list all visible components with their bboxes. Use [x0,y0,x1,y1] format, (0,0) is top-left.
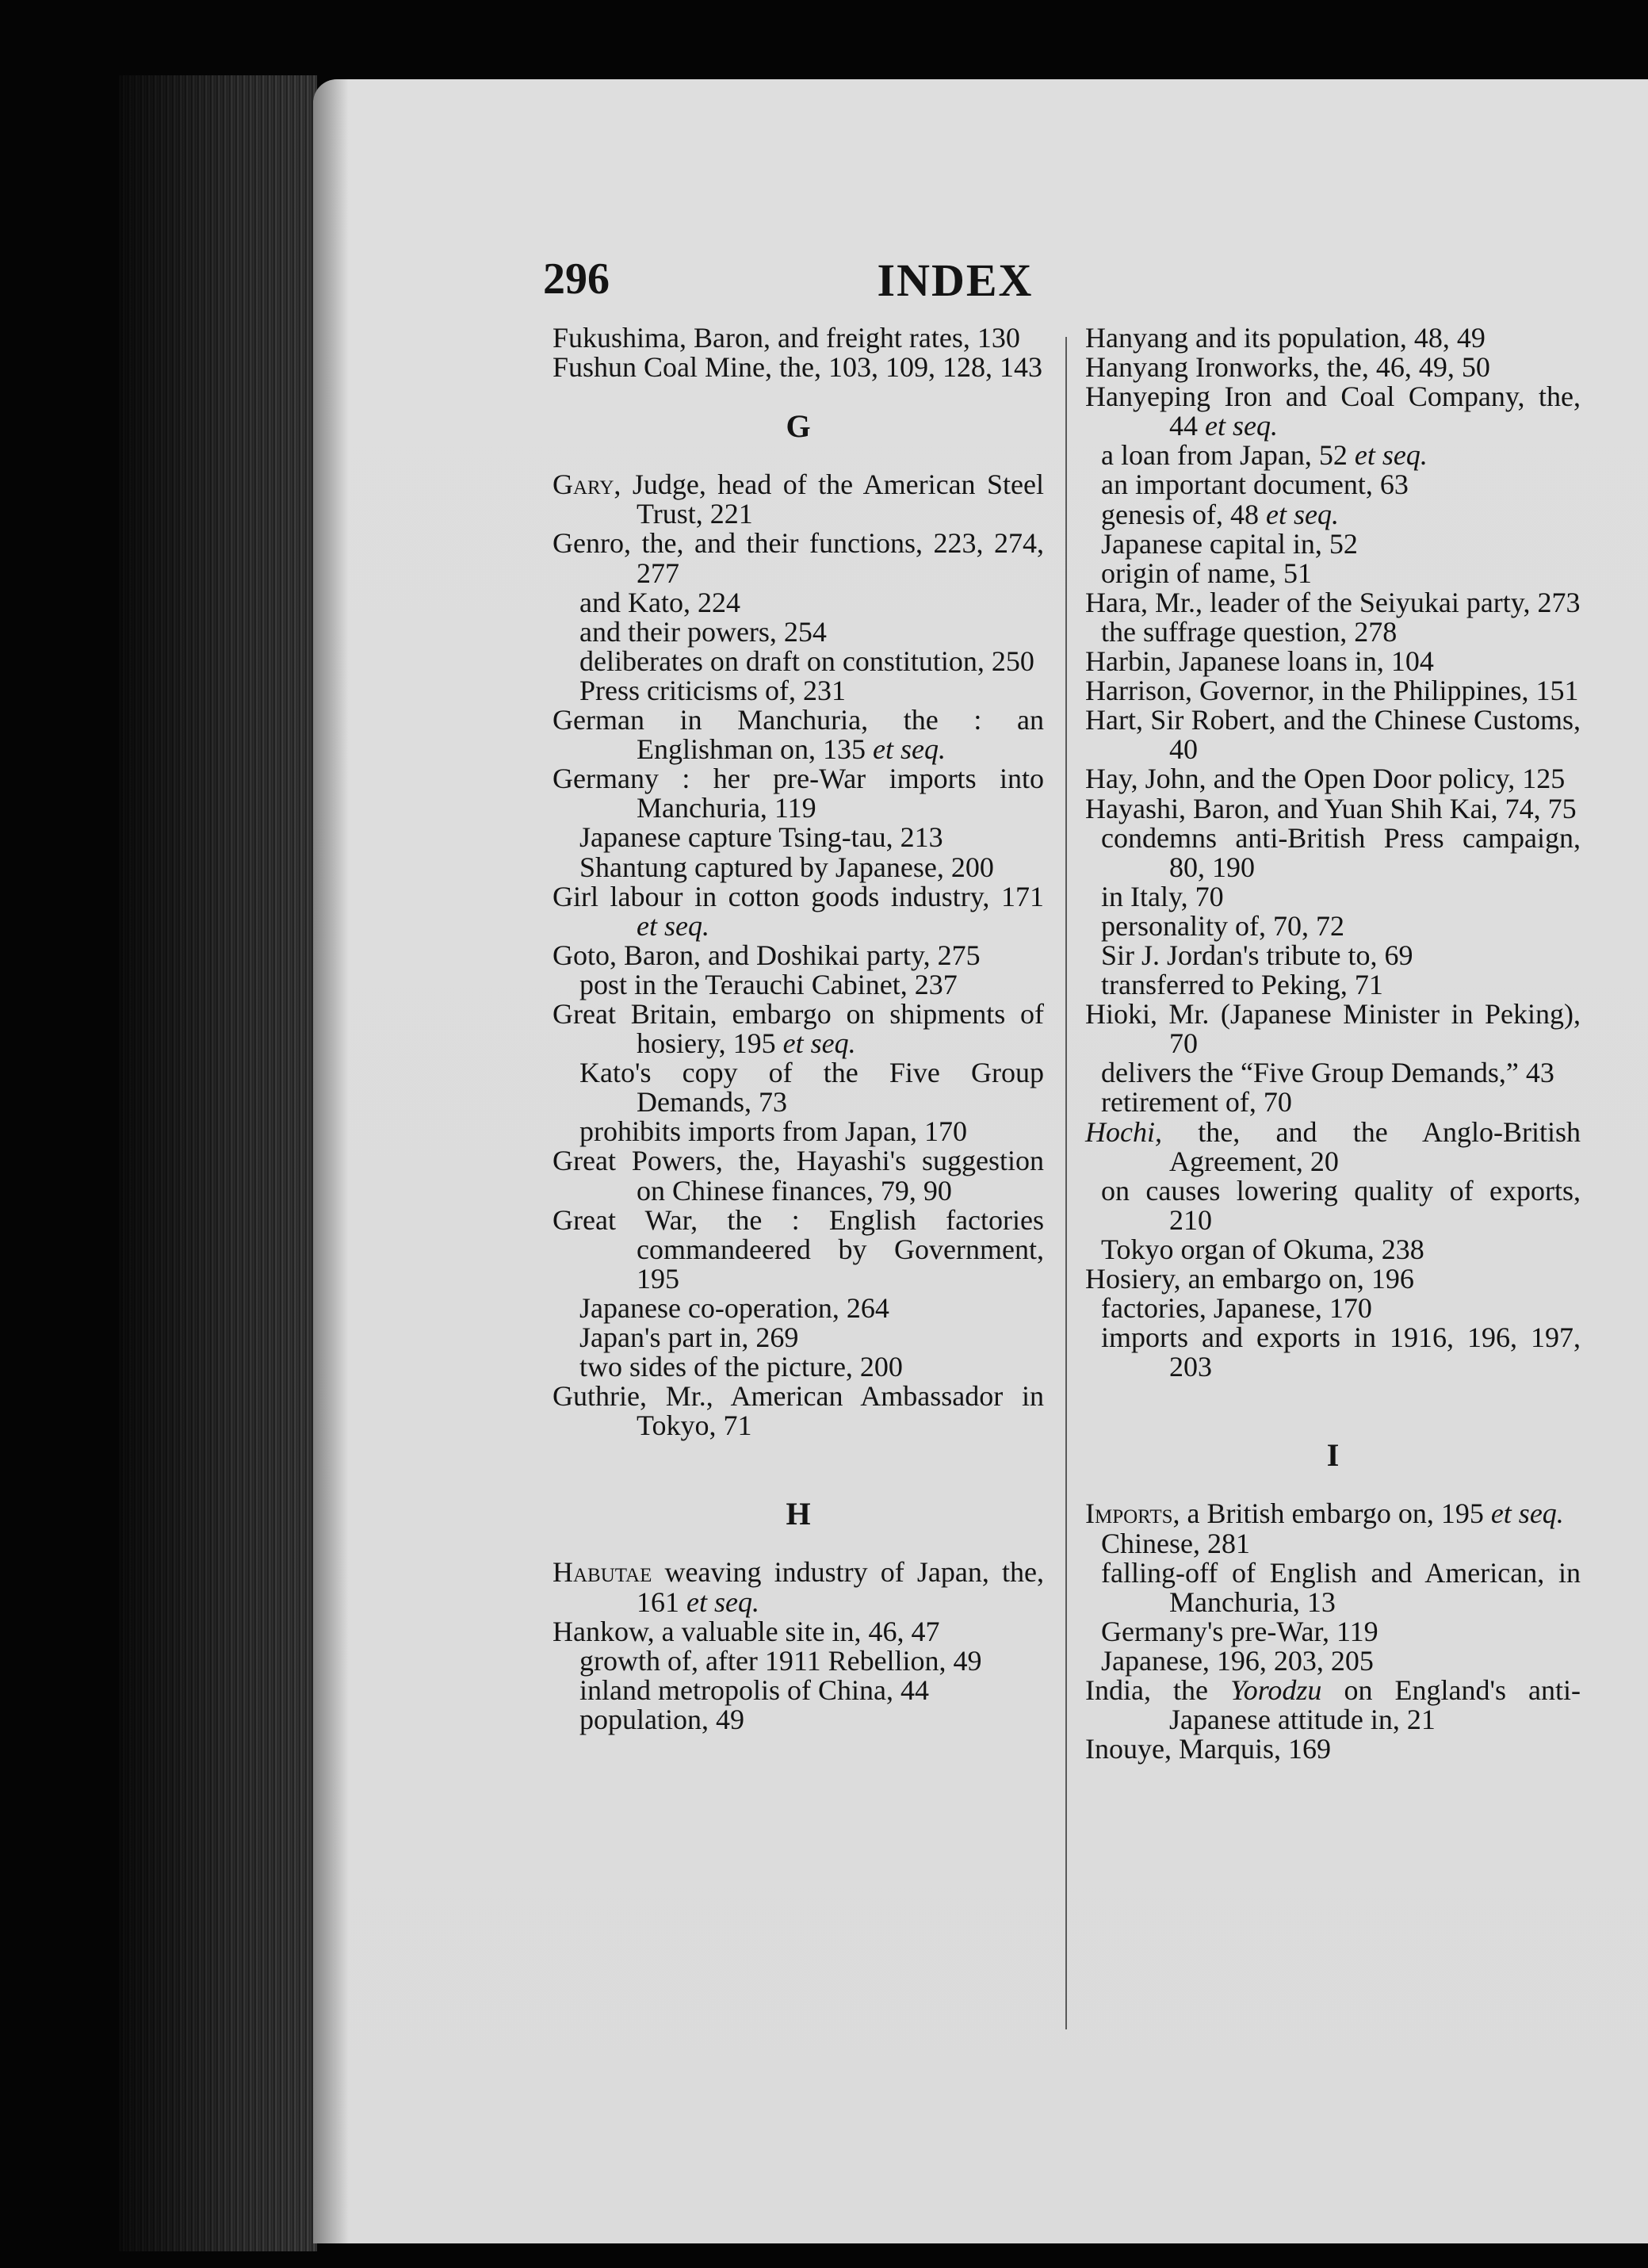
index-entry: Hankow, a valuable site in, 46, 47 [553,1615,940,1647]
entry-text: Hanyeping Iron and Coal Company, the, 44 [1085,381,1581,442]
entry-headword: Habutae [553,1556,652,1589]
entry-text: a British embargo on, 195 [1180,1497,1491,1530]
index-column-right [1085,323,1581,1764]
index-entry [1085,1676,1581,1734]
section-letter-h: H [786,1496,811,1532]
index-entry: Fushun Coal Mine, the, 103, 109, 128, 143 [553,351,1042,384]
index-column-left [553,323,1044,1734]
index-entry [1085,1115,1581,1177]
index-entry: Hanyang and its population, 48, 49 [1085,322,1485,354]
entry-text: German in Manchuria, the : an Englishman on, 135 [553,704,1044,766]
index-subentry: transferred to Peking, 71 [1101,969,1383,1001]
index-subentry: growth of, after 1911 Rebellion, 49 [579,1644,982,1677]
entry-headword: Imports, [1085,1497,1180,1530]
index-entry: Inouye, Marquis, 169 [1085,1733,1331,1765]
entry-text: a loan from Japan, 52 [1101,439,1355,472]
index-subentry: Kato's copy of the Five Group Demands, 73 [579,1057,1044,1119]
index-subentry: delivers the “Five Group Demands,” 43 [1101,1057,1554,1089]
index-subentry: Japanese capital in, 52 [1101,527,1358,560]
index-entry [553,1558,1044,1616]
entry-italic: et seq. [637,909,709,942]
index-entry: Harrison, Governor, in the Philippines, 151 [1085,675,1579,707]
index-entry [553,997,1044,1060]
index-subentry: in Italy, 70 [1101,880,1224,912]
entry-italic: et seq. [872,733,946,766]
index-entry [1085,382,1581,441]
index-entry: Genro, the, and their functions, 223, 274, 277 [553,527,1044,589]
entry-text: Judge, head of the American Steel Trust, 221 [621,469,1044,530]
section-letter-i: I [1326,1437,1340,1474]
entry-italic: et seq. [686,1585,759,1618]
entry-headword: Gary, [553,469,621,501]
index-subentry: Tokyo organ of Okuma, 238 [1101,1233,1424,1265]
index-entry: Fukushima, Baron, and freight rates, 130 [553,322,1020,354]
book-edge-shadow [119,75,317,2251]
index-entry: Hosiery, an embargo on, 196 [1085,1263,1414,1295]
index-subentry: deliberates on draft on constitution, 250 [579,644,1034,677]
entry-italic: et seq. [782,1027,856,1060]
index-subentry: two sides of the picture, 200 [579,1351,903,1383]
index-entry: Germany : her pre-War imports into Manchuria, 119 [553,763,1044,824]
entry-text: Girl labour in cotton goods industry, 171 [553,880,1044,912]
entry-headword: Hochi, [1085,1115,1162,1148]
index-subentry [1085,500,1581,530]
index-subentry: Shantung captured by Japanese, 200 [579,851,994,883]
index-subentry: imports and exports in 1916, 196, 197, 203 [1101,1321,1581,1383]
index-subentry: inland metropolis of China, 44 [579,1673,929,1706]
index-subentry: personality of, 70, 72 [1101,909,1344,942]
page-number: 296 [543,254,610,304]
index-subentry [1085,441,1581,470]
index-subentry: Japan's part in, 269 [579,1321,799,1353]
index-subentry: and their powers, 254 [579,615,827,648]
index-subentry: Chinese, 281 [1101,1527,1250,1559]
index-entry: Hart, Sir Robert, and the Chinese Customs, 40 [1085,704,1581,766]
index-subentry: the suffrage question, 278 [1101,615,1398,648]
entry-text: weaving industry of Japan, the, 161 [637,1556,1044,1618]
page-gutter-shadow [313,79,349,2243]
index-entry: Harbin, Japanese loans in, 104 [1085,645,1434,678]
index-entry: Hara, Mr., leader of the Seiyukai party, 273 [1085,586,1581,618]
index-entry: Great Powers, the, Hayashi's suggestion on Chinese finances, 79, 90 [553,1145,1044,1207]
index-subentry: post in the Terauchi Cabinet, 237 [579,968,958,1000]
index-subentry: Japanese, 196, 203, 205 [1101,1644,1374,1677]
entry-text: Great Britain, embargo on shipments of hosiery, 195 [553,997,1044,1060]
index-subentry: an important document, 63 [1101,469,1409,501]
index-entry: Guthrie, Mr., American Ambassador in Tokyo, 71 [553,1380,1044,1442]
section-letter-g: G [786,408,811,445]
index-entry: Great War, the : English factories commandeered by Government, 195 [553,1203,1044,1295]
index-subentry: origin of name, 51 [1101,556,1312,589]
index-entry [553,882,1044,941]
index-subentry: falling-off of English and American, in Manchuria, 13 [1101,1556,1581,1618]
index-subentry: Press criticisms of, 231 [579,674,846,706]
index-subentry: on causes lowering quality of exports, 210 [1101,1174,1581,1236]
index-entry: Hanyang Ironworks, the, 46, 49, 50 [1085,351,1490,384]
entry-text: India, the [1085,1674,1231,1707]
index-entry [553,470,1044,529]
index-subentry: condemns anti-British Press campaign, 80, 190 [1101,821,1581,883]
index-subentry: Japanese capture Tsing-tau, 213 [579,821,943,854]
index-entry [1085,1499,1581,1528]
entry-text: genesis of, 48 [1101,498,1266,530]
page-title: INDEX [877,254,1034,306]
index-entry: Goto, Baron, and Doshikai party, 275 [553,939,981,971]
entry-italic: et seq. [1205,410,1278,442]
entry-italic: et seq. [1265,498,1339,530]
index-entry: Hioki, Mr. (Japanese Minister in Peking), 70 [1085,998,1581,1060]
index-subentry: population, 49 [579,1703,744,1735]
index-entry: Hayashi, Baron, and Yuan Shih Kai, 74, 75 [1085,792,1577,824]
index-subentry: Sir J. Jordan's tribute to, 69 [1101,939,1413,971]
entry-italic: et seq. [1354,439,1428,472]
index-subentry: Japanese co-operation, 264 [579,1291,889,1324]
index-subentry: prohibits imports from Japan, 170 [579,1115,967,1148]
entry-text: the, and the Anglo-British Agreement, 20 [1161,1115,1581,1177]
entry-italic: et seq. [1490,1497,1564,1530]
index-subentry: retirement of, 70 [1101,1086,1292,1119]
index-subentry: factories, Japanese, 170 [1101,1292,1372,1325]
index-entry: Hay, John, and the Open Door policy, 125 [1085,763,1566,795]
column-divider [1065,337,1067,2029]
book-page [313,79,1648,2243]
entry-text: on England's anti-Japanese attitude in, 21 [1169,1674,1581,1736]
index-subentry: Germany's pre-War, 119 [1101,1615,1378,1647]
entry-italic: Yorodzu [1230,1674,1322,1707]
index-subentry: and Kato, 224 [579,586,740,618]
index-entry [553,706,1044,764]
